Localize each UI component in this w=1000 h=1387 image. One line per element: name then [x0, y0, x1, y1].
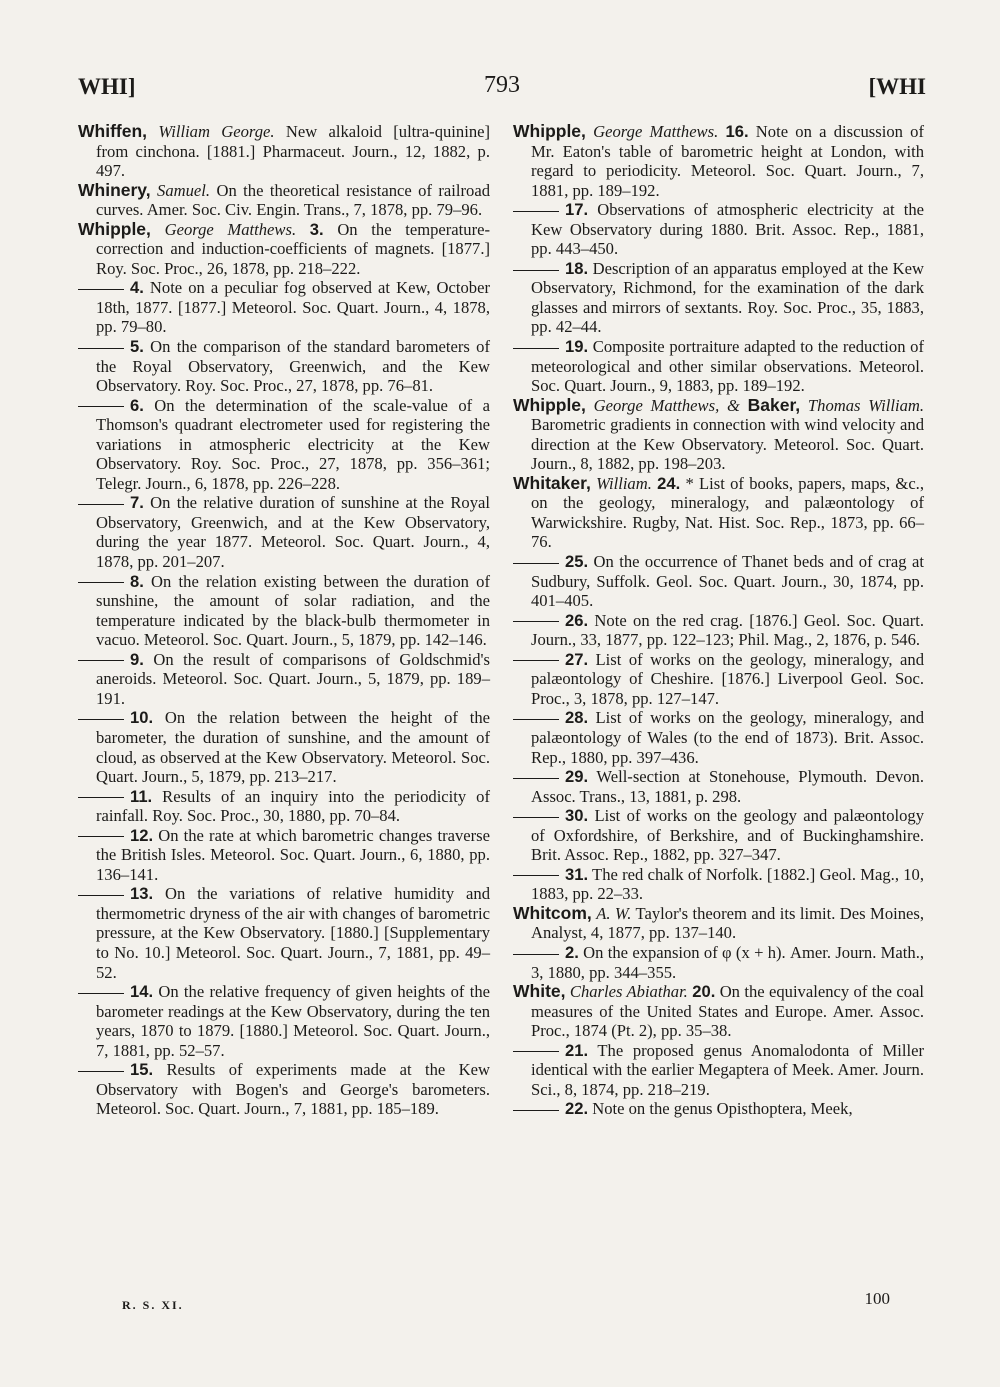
entry-text: On the temperature-correction and induction-coefficients of magnets. [1877.] Roy. Soc. Proc., 26, 1878, pp. 218–222.: [96, 219, 490, 278]
entry-text: On the theoretical resistance of railroad curves. Amer. Soc. Civ. Engin. Trans., 7, 1878, pp. 79–96.: [96, 180, 490, 220]
continuation-dash: [513, 954, 559, 955]
continuation-dash: [78, 289, 124, 290]
continuation-dash: [513, 778, 559, 779]
right-column: [513, 122, 924, 1119]
author-surname: Whipple,: [513, 121, 586, 141]
author-given-name: Charles Abiathar.: [569, 982, 688, 1002]
entry-text: On the determination of the scale-value of a Thomson's quadrant electrometer used for registering the variations in atmospheric electricity at the Kew Observatory. Roy. Soc. Proc., 27, 1878, pp. 356–361; Telegr. Journ., 6, 1878, pp. 226–228.: [96, 395, 490, 493]
entry-text: Well-section at Stonehouse, Plymouth. Devon. Assoc. Trans., 13, 1881, p. 298.: [531, 767, 924, 806]
entry-number: 6.: [130, 395, 144, 415]
continuation-dash: [78, 1071, 124, 1072]
bibliography-entry: [513, 122, 924, 200]
bibliography-entry: [78, 396, 490, 494]
entry-number: 3.: [309, 219, 324, 239]
entry-text: Taylor's theorem and its limit. Des Moines, Analyst, 4, 1877, pp. 137–140.: [531, 903, 924, 943]
entry-number: 11.: [130, 786, 153, 806]
entry-number: 13.: [130, 884, 154, 904]
bibliography-entry: [513, 396, 924, 474]
bibliography-entry: [513, 708, 924, 767]
author-surname: Whiffen,: [78, 121, 148, 141]
bibliography-entry: [513, 943, 924, 982]
continuation-dash: [513, 875, 559, 876]
entry-text: Results of an inquiry into the periodicity of rainfall. Roy. Soc. Proc., 30, 1880, pp. 70–84.: [96, 786, 490, 826]
bibliography-entry: [78, 884, 490, 982]
entry-number: 27.: [565, 649, 589, 669]
entry-number: 29.: [565, 767, 589, 787]
header-right: [WHI: [868, 74, 926, 99]
entry-number: 9.: [130, 649, 144, 669]
continuation-dash: [78, 719, 124, 720]
author-surname: Whinery,: [78, 179, 151, 200]
coauthor-surname: Baker,: [747, 394, 801, 415]
bibliography-entry: [513, 552, 924, 611]
bibliography-entry: [513, 767, 924, 806]
bibliography-entry: [513, 806, 924, 865]
entry-text: On the expansion of φ (x + h). Amer. Journ. Math., 3, 1880, pp. 344–355.: [531, 942, 924, 982]
bibliography-entry: [513, 1099, 924, 1119]
bibliography-entry: [513, 650, 924, 709]
continuation-dash: [513, 1051, 559, 1052]
entry-number: 16.: [725, 122, 749, 141]
entry-text: Barometric gradients in connection with wind velocity and direction at the Kew Observatory. Meteorol. Soc. Quart. Journ., 8, 1882, pp. 198–203.: [531, 415, 924, 474]
signature-mark: R. S. XI.: [122, 1298, 184, 1312]
sheet-number: 100: [864, 1289, 890, 1308]
continuation-dash: [513, 563, 559, 564]
entry-text: * List of books, papers, maps, &c., on the geology, mineralogy, and palæontology of Warwickshire. Rugby, Nat. Hist. Soc. Rep., 1873, pp. 66–76.: [531, 473, 924, 552]
entry-number: 21.: [565, 1040, 589, 1060]
entry-text: Note on a discussion of Mr. Eaton's table of barometric height at London, with regard to periodicity. Meteorol. Soc. Quart. Journ., 7, 1881, pp. 189–192.: [531, 122, 924, 200]
entry-number: 19.: [565, 337, 589, 357]
bibliography-entry: [78, 122, 490, 181]
entry-number: 4.: [130, 278, 144, 298]
continuation-dash: [513, 621, 559, 622]
continuation-dash: [78, 582, 124, 583]
bibliography-entry: [78, 650, 490, 709]
bibliography-entry: [513, 904, 924, 943]
entry-number: 5.: [130, 337, 144, 357]
coauthor-given-name: Thomas William.: [807, 395, 924, 415]
header-left: WHI]: [78, 74, 136, 99]
entry-text: On the relation between the height of the barometer, the duration of sunshine, and the amount of cloud, as observed at the Kew Observatory. Meteorol. Soc. Quart. Journ., 5, 1879, pp. 213–217.: [96, 708, 490, 787]
bibliography-entry: [78, 572, 490, 650]
entry-text: List of works on the geology, mineralogy, and palæontology of Cheshire. [1876.] Liverpool Geol. Soc. Proc., 3, 1878, pp. 127–147.: [531, 649, 924, 708]
entry-text: On the comparison of the standard barometers of the Royal Observatory, Greenwich, and the Kew Observatory. Roy. Soc. Proc., 27, 1878, pp. 76–81.: [96, 337, 490, 396]
entry-number: 2.: [565, 942, 579, 962]
entry-number: 12.: [130, 825, 154, 845]
entry-text: Note on the red crag. [1876.] Geol. Soc. Quart. Journ., 33, 1877, pp. 122–123; Phil. Mag., 2, 1876, p. 546.: [531, 610, 924, 650]
continuation-dash: [78, 895, 124, 896]
author-given-name: George Matthews, &: [593, 395, 740, 415]
page-number: 793: [484, 72, 520, 98]
entry-text: Results of experiments made at the Kew Observatory with Bogen's and George's barometers. Meteorol. Soc. Quart. Journ., 7, 1881, pp. 185–189.: [96, 1060, 490, 1119]
entry-text: Note on a peculiar fog observed at Kew, October 18th, 1877. [1877.] Meteorol. Soc. Quart. Journ., 4, 1878, pp. 79–80.: [96, 278, 490, 337]
author-surname: White,: [513, 981, 566, 1002]
continuation-dash: [513, 719, 559, 720]
entry-text: On the result of comparisons of Goldschmid's aneroids. Meteorol. Soc. Quart. Journ., 5, 1879, pp. 189–191.: [96, 649, 490, 708]
entry-number: 20.: [692, 982, 716, 1002]
bibliography-entry: [78, 826, 490, 885]
entry-text: List of works on the geology and palæontology of Oxfordshire, of Berkshire, and of Buckinghamshire. Brit. Assoc. Rep., 1882, pp. 327–347.: [531, 806, 924, 865]
continuation-dash: [513, 817, 559, 818]
bibliography-entry: [78, 337, 490, 396]
bibliography-entry: [513, 337, 924, 396]
entry-text: Composite portraiture adapted to the reduction of meteorological and other similar observations. Meteorol. Soc. Quart. Journ., 9, 1883, pp. 189–192.: [531, 337, 924, 396]
entry-text: List of works on the geology, mineralogy, and palæontology of Wales (to the end of 1873). Brit. Assoc. Rep., 1880, pp. 397–436.: [531, 708, 924, 767]
continuation-dash: [513, 660, 559, 661]
continuation-dash: [78, 797, 124, 798]
bibliography-entry: [513, 1041, 924, 1100]
continuation-dash: [78, 660, 124, 661]
author-surname: Whipple,: [513, 394, 586, 415]
entry-text: The red chalk of Norfolk. [1882.] Geol. Mag., 10, 1883, pp. 22–33.: [531, 864, 924, 904]
entry-number: 24.: [657, 473, 681, 493]
entry-text: On the relative duration of sunshine at the Royal Observatory, Greenwich, and at the Kew Observatory, during the year 1877. Meteorol. Soc. Quart. Journ., 4, 1878, pp. 201–207.: [96, 493, 490, 572]
entry-text: On the equivalency of the coal measures of the United States and Europe. Amer. Assoc. Proc., 1874 (Pt. 2), pp. 35–38.: [531, 982, 925, 1041]
continuation-dash: [78, 348, 124, 349]
continuation-dash: [78, 836, 124, 837]
bibliography-entry: [78, 708, 490, 786]
author-given-name: William.: [596, 473, 652, 493]
entry-number: 17.: [565, 200, 589, 220]
continuation-dash: [513, 348, 559, 349]
bibliography-entry: [513, 259, 924, 337]
author-given-name: George Matthews.: [593, 122, 719, 141]
bibliography-entry: [513, 611, 924, 650]
continuation-dash: [78, 406, 124, 407]
bibliography-entry: [513, 200, 924, 259]
entry-number: 26.: [565, 610, 589, 630]
left-column: [78, 122, 490, 1119]
entry-number: 28.: [565, 708, 589, 728]
entry-text: On the variations of relative humidity and thermometric dryness of the air with changes of barometric pressure, at the Kew Observatory. [1880.] [Supplementary to No. 10.] Meteorol. Soc. Quart. Journ., 7, 1881, pp. 49–52.: [96, 884, 490, 982]
entry-number: 25.: [565, 552, 589, 572]
entry-text: Description of an apparatus employed at the Kew Observatory, Richmond, for the examination of the dark glasses and mirrors of sextants. Roy. Soc. Proc., 35, 1883, pp. 42–44.: [531, 258, 924, 337]
bibliography-entry: [78, 982, 490, 1060]
entry-text: On the relation existing between the duration of sunshine, the amount of solar radiation, and the temperature indicated by the black-bulb thermometer in vacuo. Meteorol. Soc. Quart. Journ., 5, 1879, pp. 142–146.: [96, 571, 490, 650]
bibliography-entry: [78, 278, 490, 337]
entry-text: On the occurrence of Thanet beds and of crag at Sudbury, Suffolk. Geol. Soc. Quart. Journ., 30, 1874, pp. 401–405.: [531, 552, 924, 611]
continuation-dash: [513, 211, 559, 212]
entry-text: On the rate at which barometric changes traverse the British Isles. Meteorol. Soc. Quart. Journ., 6, 1880, pp. 136–141.: [96, 825, 490, 884]
bibliography-entry: [78, 220, 490, 279]
continuation-dash: [78, 993, 124, 994]
entry-number: 30.: [565, 806, 589, 826]
running-header: [78, 74, 926, 106]
entry-text: On the relative frequency of given heights of the barometer readings at the Kew Observatory, during the ten years, 1870 to 1879. [1880.] Meteorol. Soc. Quart. Journ., 7, 1881, pp. 52–57.: [96, 982, 490, 1060]
author-given-name: William George.: [158, 122, 275, 141]
continuation-dash: [78, 504, 124, 505]
author-surname: Whitcom,: [513, 902, 592, 923]
continuation-dash: [513, 1110, 559, 1111]
continuation-dash: [513, 270, 559, 271]
entry-number: 31.: [565, 864, 589, 884]
bibliography-entry: [78, 787, 490, 826]
entry-text: Observations of atmospheric electricity at the Kew Observatory during 1880. Brit. Assoc. Rep., 1881, pp. 443–450.: [531, 200, 924, 259]
entry-text: Note on the genus Opisthoptera, Meek,: [588, 1099, 853, 1119]
bibliography-entry: [78, 181, 490, 220]
entry-number: 18.: [565, 258, 589, 278]
entry-text: New alkaloid [ultra-quinine] from cinchona. [1881.] Pharmaceut. Journ., 12, 1882, p. 497.: [96, 122, 491, 181]
entry-number: 14.: [130, 982, 154, 1002]
entry-number: 10.: [130, 708, 154, 728]
entry-number: 8.: [130, 571, 144, 591]
author-given-name: A. W.: [596, 903, 632, 923]
bibliography-entry: [513, 865, 924, 904]
author-surname: Whipple,: [78, 218, 151, 239]
author-given-name: Samuel.: [157, 180, 211, 200]
bibliography-entry: [78, 493, 490, 571]
entry-number: 7.: [130, 493, 144, 513]
bibliography-entry: [513, 982, 924, 1041]
entry-number: 22.: [565, 1099, 589, 1119]
author-surname: Whitaker,: [513, 472, 591, 493]
bibliography-entry: [513, 474, 924, 552]
entry-text: The proposed genus Anomalodonta of Miller identical with the earlier Megaptera of Meek. Amer. Journ. Sci., 8, 1874, pp. 218–219.: [531, 1040, 924, 1099]
entry-number: 15.: [130, 1060, 154, 1080]
bibliography-entry: [78, 1060, 490, 1119]
author-given-name: George Matthews.: [164, 219, 297, 239]
